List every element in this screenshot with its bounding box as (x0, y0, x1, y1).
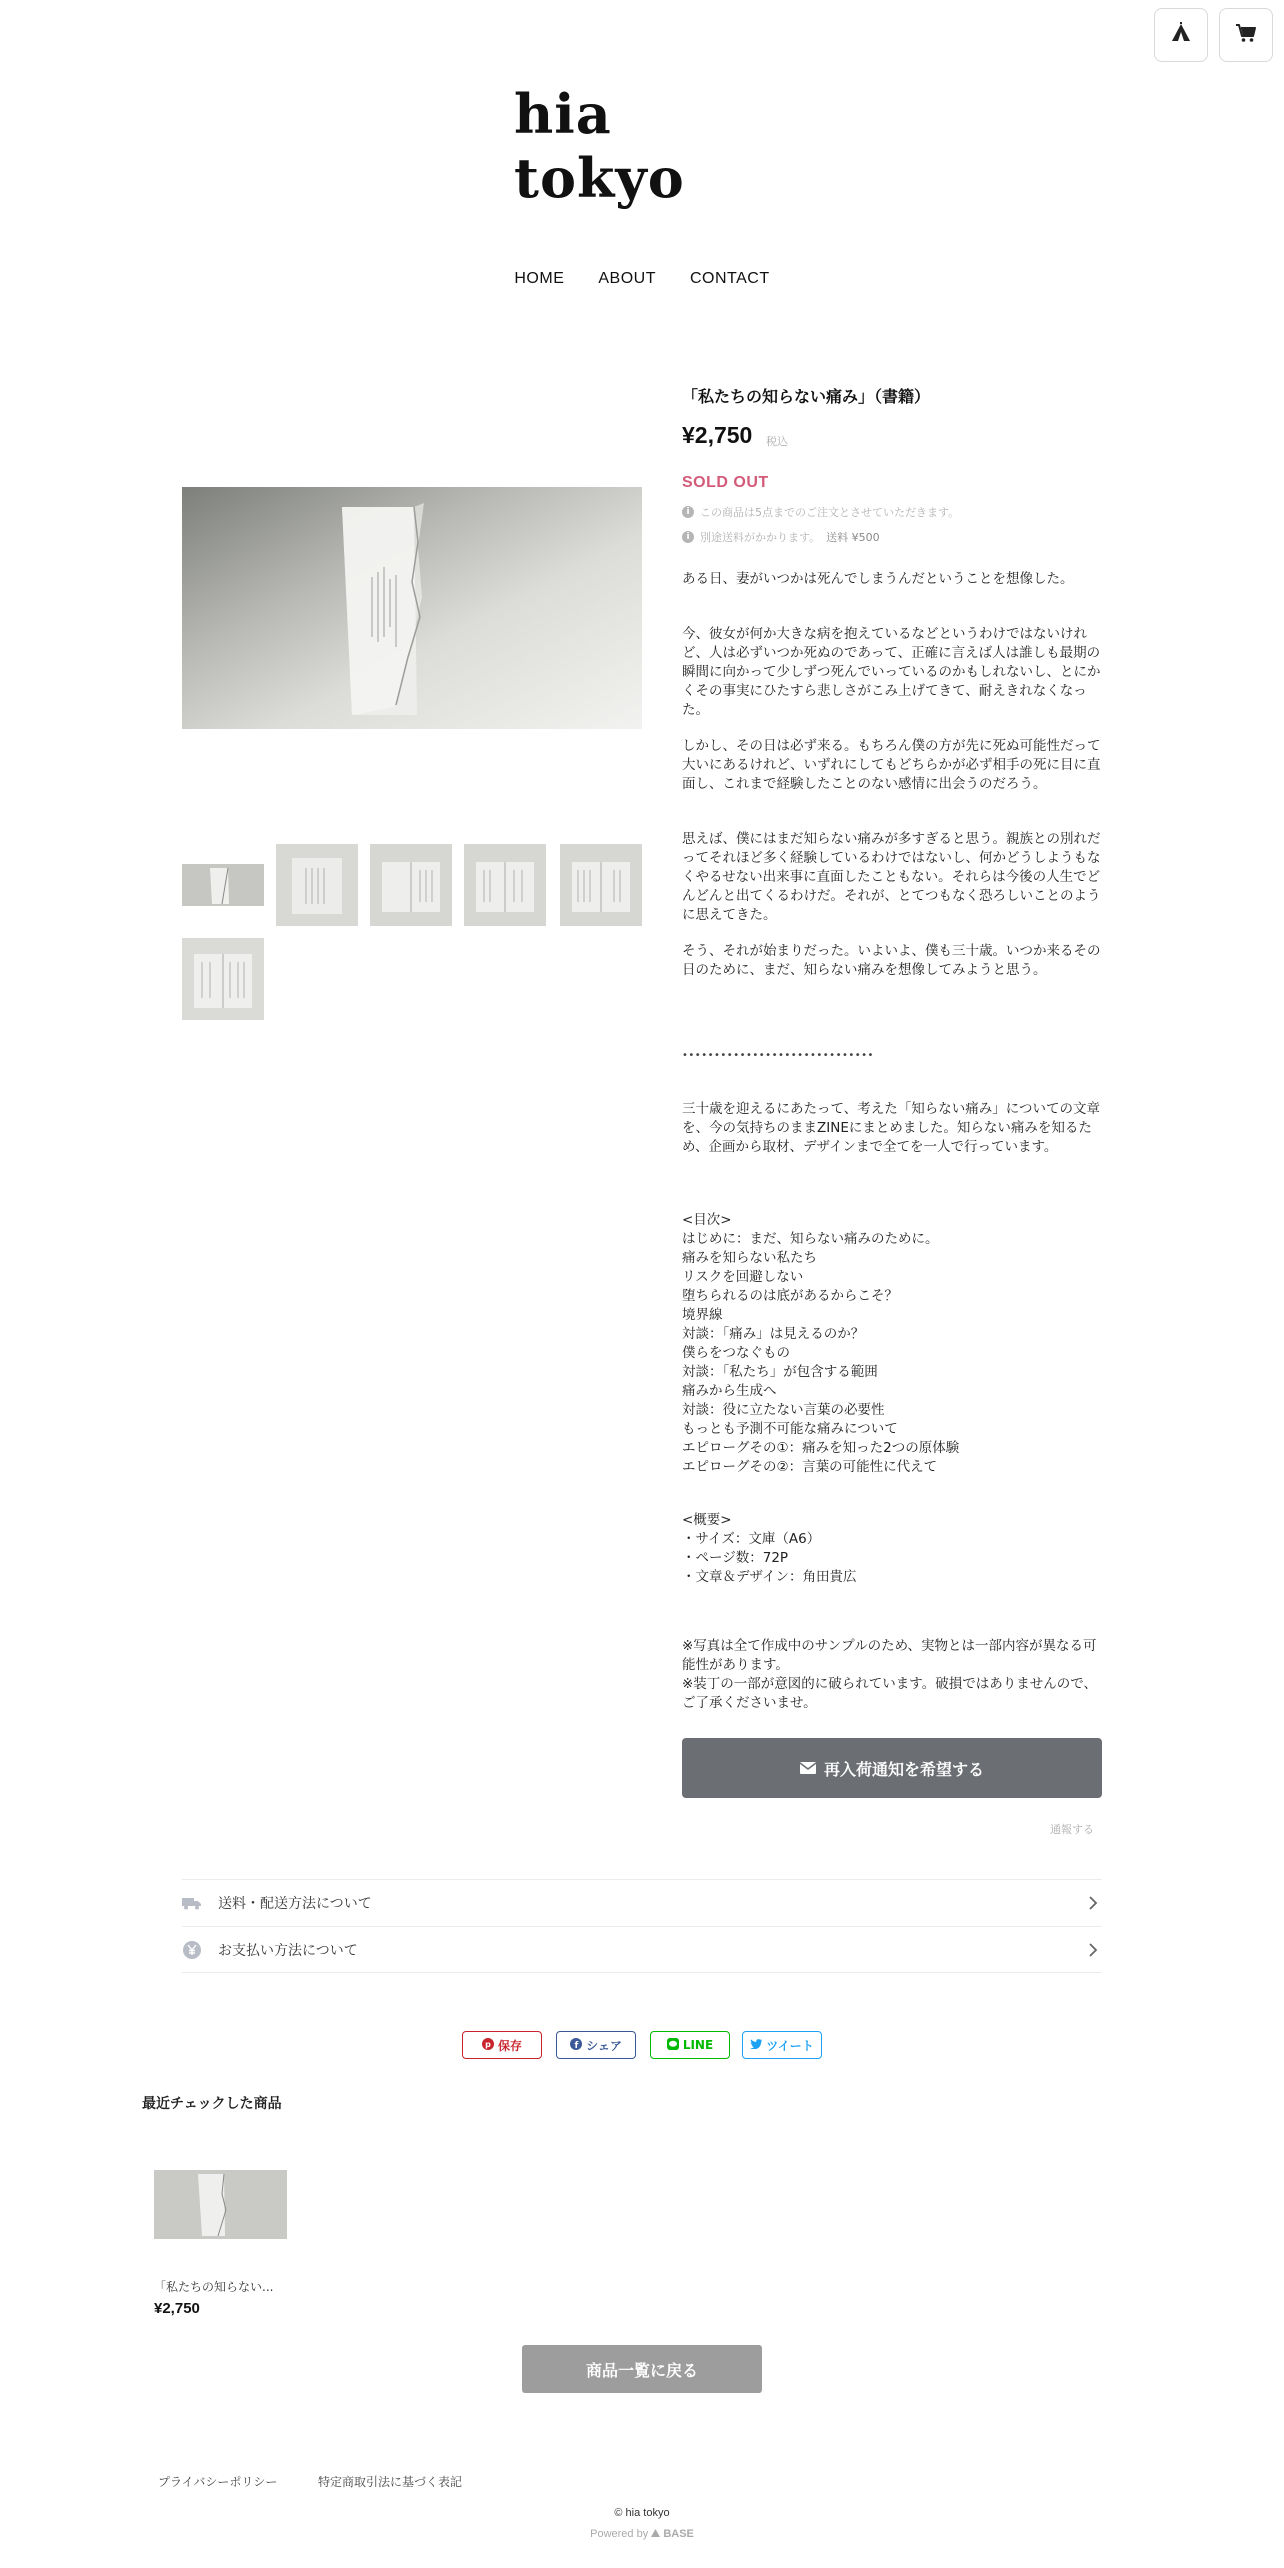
twitter-tweet-button[interactable] (742, 2031, 822, 2059)
description-paragraph: 三十歳を迎えるにあたって、考えた「知らない痛み」についての文章を、今の気持ちのままZINEにまとめました。知らない痛みを知るため、企画から取材、デザインまで全てを一人で行っています。 (682, 1101, 1100, 1155)
yen-icon (182, 1940, 202, 1960)
svg-text:f: f (574, 2040, 579, 2050)
line-icon (667, 2038, 679, 2053)
product-price: ¥2,750 (682, 422, 753, 448)
cart-button[interactable] (1219, 8, 1273, 62)
order-limit-text: この商品は5点までのご注文とさせていただきます。 (700, 506, 960, 519)
chevron-right-icon (1084, 1894, 1102, 1912)
shipping-info-row[interactable] (182, 1879, 1102, 1926)
payment-info-row[interactable] (182, 1926, 1102, 1973)
info-icon: i (682, 506, 694, 518)
main-nav (0, 270, 1284, 288)
back-to-list-button[interactable]: 商品一覧に戻る (522, 2345, 762, 2393)
nav-home[interactable]: HOME (514, 270, 565, 287)
home-button[interactable] (1154, 8, 1208, 62)
product-notice: ※写真は全て作成中のサンプルのため、実物とは一部内容が異なる可能性があります。 ※装丁の一部が意図的に破られています。破損ではありませんので、ご了承くださいませ。 (682, 1638, 1097, 1711)
pinterest-label: 保存 (497, 2038, 522, 2053)
recent-item-name[interactable]: 「私たちの知らない... (154, 2280, 274, 2294)
restock-notify-button[interactable] (682, 1738, 1102, 1798)
sold-out-badge: SOLD OUT (682, 474, 769, 491)
truck-icon (182, 1893, 202, 1913)
table-of-contents: <目次> はじめに：まだ、知らない痛みのために。 痛みを知らない私たち リスクを回避しない 堕ちられるのは底があるからこそ？ 境界線 対談：「痛み」は見えるのか？ 僕らをつなぐもの 対談：「私たち」が包含する範囲 痛みから生成へ 対談：役に立たない言葉の必要性 もっとも予測不可能な痛みについて エピローグその①：痛みを知った2つの原体験 エピローグその②：言葉の可能性に代えて (682, 1212, 960, 1475)
tax-label: 税込 (766, 435, 788, 448)
shipping-fee-note (682, 529, 880, 545)
svg-text:p: p (485, 2039, 491, 2049)
powered-by-label: Powered by (590, 2528, 649, 2540)
shipping-fee-link[interactable]: 送料 ¥500 (826, 531, 880, 544)
shipping-info-label: 送料・配送方法について (218, 1896, 372, 1912)
shipping-fee-text: 別途送料がかかります。 (700, 531, 821, 544)
shop-logo[interactable] (514, 82, 774, 210)
copyright: © hia tokyo (614, 2507, 670, 2519)
line-label: LINE (682, 2038, 714, 2052)
pinterest-icon (482, 2038, 494, 2053)
product-thumbnail[interactable] (370, 844, 452, 926)
logo-line-2: tokyo (514, 146, 685, 210)
product-title: 「私たちの知らない痛み」（書籍） (682, 387, 931, 406)
product-main-image[interactable] (182, 487, 642, 729)
legal-notice-link[interactable]: 特定商取引法に基づく表記 (318, 2475, 463, 2489)
product-thumbnail[interactable] (182, 938, 264, 1020)
restock-notify-label: 再入荷通知を希望する (823, 1759, 984, 1779)
product-overview: <概要> ・サイズ：文庫（A6） ・ページ数：72P ・文章＆デザイン：角田貴広 (682, 1512, 857, 1585)
recent-item-price: ¥2,750 (154, 2300, 200, 2317)
description-paragraph: ある日、妻がいつかは死んでしまうんだということを想像した。 (682, 571, 1074, 587)
logo-line-1: hia (514, 82, 612, 146)
nav-contact[interactable]: CONTACT (689, 270, 770, 287)
facebook-share-button[interactable] (556, 2031, 636, 2059)
description-paragraph: しかし、その日は必ず来る。もちろん僕の方が先に死ぬ可能性だって大いにあるけれど、いずれにしてもどちらかが必ず相手の死に目に直面し、これまで経験したことのない感情に出会うのだろう。 (682, 738, 1101, 792)
base-logo-icon (651, 2528, 663, 2540)
product-thumbnail[interactable] (182, 864, 264, 906)
product-thumbnail[interactable] (464, 844, 546, 926)
report-link[interactable]: 通報する (1050, 1823, 1094, 1836)
twitter-label: ツイート (766, 2038, 814, 2053)
description-paragraph: 思えば、僕にはまだ知らない痛みが多すぎると思う。親族との別れだってそれほど多く経験しているわけではないし、何かどうしようもなくやるせない出来事に直面したこともない。それらは今後の人生でどんどんと出てくるわけだ。それが、とてつもなく恐ろしいことのように思えてきた。 (682, 831, 1101, 923)
recent-item-image[interactable] (154, 2170, 287, 2239)
info-icon: i (682, 531, 694, 543)
facebook-icon (570, 2038, 582, 2053)
order-limit-note (682, 504, 959, 520)
pinterest-save-button[interactable] (462, 2031, 542, 2059)
powered-by-brand: BASE (663, 2528, 694, 2540)
recently-viewed-heading: 最近チェックした商品 (142, 2096, 282, 2112)
twitter-icon (750, 2038, 762, 2052)
chevron-right-icon (1084, 1941, 1102, 1959)
product-thumbnail[interactable] (276, 844, 358, 926)
line-share-button[interactable] (650, 2031, 730, 2059)
cart-icon (1235, 23, 1257, 47)
payment-info-label: お支払い方法について (218, 1942, 358, 1959)
powered-by[interactable] (0, 2528, 1284, 2540)
privacy-policy-link[interactable]: プライバシーポリシー (158, 2475, 278, 2489)
description-paragraph: そう、それが始まりだった。いよいよ、僕も三十歳。いつか来るその日のために、まだ、知らない痛みを想像してみようと思う。 (682, 943, 1101, 978)
description-paragraph: 今、彼女が何か大きな病を抱えているなどというわけではないけれど、人は必ずいつか死ぬのであって、正確に言えば人は誰しも最期の瞬間に向かって少しずつ死んでいっているのかもしれないし、とにかくその事実にひたすら悲しさがこみ上げてきて、耐えきれなくなった。 (682, 626, 1101, 718)
facebook-label: シェア (586, 2038, 622, 2053)
tent-icon (1170, 22, 1192, 48)
nav-about[interactable]: ABOUT (598, 270, 656, 287)
envelope-icon (800, 1759, 816, 1778)
description-divider: •••••••••••••••••••••••••••••• (682, 1050, 874, 1061)
product-thumbnail[interactable] (560, 844, 642, 926)
